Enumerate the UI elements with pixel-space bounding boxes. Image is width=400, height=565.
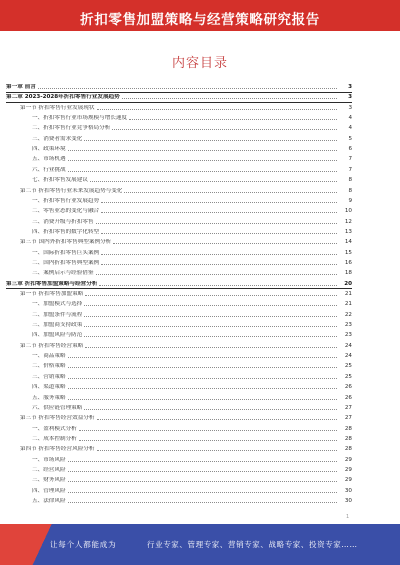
toc-entry-item[interactable]: [32, 312, 352, 319]
toc-heading: 内容目录: [171, 56, 228, 71]
toc-entry-item[interactable]: [32, 125, 352, 132]
toc-entry-page: 8: [348, 187, 352, 194]
footer-bar: [0, 524, 400, 565]
toc-dot-leader: [84, 325, 337, 327]
toc-entry-title: 一、折扣零售行业发展趋势: [32, 197, 100, 204]
toc-entry-page: 4: [348, 115, 352, 122]
toc-entry-section[interactable]: [20, 446, 352, 453]
toc-entry-item[interactable]: [32, 167, 352, 174]
toc-entry-title: 六、行业挑战: [32, 166, 66, 173]
toc-entry-title: 一、市场风险: [32, 456, 66, 463]
toc-entry-page: 20: [344, 280, 352, 287]
toc-entry-title: 三、案例启示与经验借鉴: [32, 270, 94, 277]
toc-dot-leader: [129, 118, 337, 120]
toc-entry-page: 7: [348, 156, 352, 163]
toc-dot-leader: [68, 170, 337, 172]
toc-entry-title: 二、折扣零售行业竞争格局分析: [32, 125, 111, 132]
toc-entry-section[interactable]: [20, 239, 352, 246]
toc-dot-leader: [97, 449, 338, 451]
toc-dot-leader: [79, 429, 337, 431]
toc-entry-title: 第一章 前言: [6, 84, 36, 90]
toc-entry-item[interactable]: [32, 488, 352, 495]
toc-entry-title: 五、服务策略: [32, 394, 66, 401]
toc-entry-page: 30: [344, 487, 352, 494]
toc-entry-title: 一、加盟模式与选择: [32, 301, 83, 308]
toc-entry-title: 四、渠道策略: [32, 384, 66, 391]
toc-entry-page: 9: [348, 197, 352, 204]
toc-entry-page: 13: [344, 228, 352, 235]
toc-entry-page: 10: [344, 208, 352, 215]
toc-entry-section[interactable]: [20, 188, 352, 195]
toc-entry-title: 四、折扣零售的数字化转型: [32, 228, 100, 235]
toc-entry-title: 四、管理风险: [32, 487, 66, 494]
toc-dot-leader: [68, 501, 337, 503]
toc-dot-leader: [85, 294, 337, 296]
toc-entry-title: 三、加盟商支持政策: [32, 322, 83, 329]
toc-entry-section[interactable]: [20, 343, 352, 350]
toc-entry-page: 24: [344, 342, 352, 349]
toc-entry-item[interactable]: [32, 177, 352, 184]
toc-dot-leader: [90, 180, 337, 182]
toc-entry-page: 29: [344, 456, 352, 463]
toc-entry-item[interactable]: [32, 229, 352, 236]
toc-entry-item[interactable]: [32, 260, 352, 267]
toc-entry-page: 16: [344, 259, 352, 266]
toc-entry-page: 28: [344, 425, 352, 432]
toc-list: [0, 84, 400, 510]
toc-dot-leader: [68, 491, 337, 493]
toc-entry-title: 七、折扣零售发展建议: [32, 177, 88, 184]
toc-dot-leader: [68, 470, 337, 472]
toc-entry-title: 四、政策环境: [32, 146, 66, 153]
toc-entry-chapter[interactable]: [6, 94, 352, 101]
toc-entry-title: 三、消费升级与折扣零售: [32, 218, 94, 225]
toc-entry-title: 二、国内折扣零售典型案例: [32, 259, 100, 266]
toc-dot-leader: [113, 242, 337, 244]
toc-entry-page: 21: [344, 301, 352, 308]
toc-entry-page: 26: [344, 394, 352, 401]
toc-entry-title: 第一节 折扣零售加盟策略: [20, 291, 84, 297]
toc-entry-chapter[interactable]: [6, 84, 352, 91]
toc-entry-title: 五、市场机遇: [32, 156, 66, 163]
toc-entry-page: 4: [348, 125, 352, 132]
toc-entry-page: 7: [348, 166, 352, 173]
footer-slogan-right: 行业专家、管理专家、营销专家、战略专家、投资专家……: [147, 540, 358, 549]
toc-entry-item[interactable]: [32, 332, 352, 339]
toc-entry-page: 29: [344, 466, 352, 473]
toc-entry-title: 第二节 折扣零售行业未来发展趋势与变化: [20, 187, 123, 194]
toc-entry-title: 第三节 国内外折扣零售典型案例分析: [20, 239, 112, 246]
toc-dot-leader: [122, 97, 337, 99]
toc-entry-title: 第二章 2023-2028年折扣零售行业发展趋势: [6, 94, 120, 101]
toc-entry-title: 三、营销策略: [32, 373, 66, 380]
toc-entry-page: 23: [344, 322, 352, 329]
toc-entry-title: 二、加盟条件与流程: [32, 311, 83, 318]
toc-dot-leader: [101, 263, 337, 265]
toc-entry-page: 22: [344, 311, 352, 318]
toc-entry-title: 三、财务风险: [32, 477, 66, 484]
toc-dot-leader: [68, 387, 337, 389]
toc-dot-leader: [68, 398, 337, 400]
toc-entry-title: 一、商品策略: [32, 353, 66, 360]
toc-entry-item[interactable]: [32, 219, 352, 226]
toc-entry-title: 二、零售业态的变化与融合: [32, 208, 100, 215]
toc-entry-item[interactable]: [32, 156, 352, 163]
toc-entry-item[interactable]: [32, 384, 352, 391]
toc-dot-leader: [84, 139, 337, 141]
toc-dot-leader: [124, 191, 337, 193]
toc-entry-page: 15: [344, 249, 352, 256]
toc-entry-page: 29: [344, 477, 352, 484]
toc-entry-page: 3: [348, 104, 352, 111]
toc-entry-item[interactable]: [32, 426, 352, 433]
toc-entry-title: 一、折扣零售行业市场规模与增长速度: [32, 115, 128, 122]
toc-entry-page: 18: [344, 270, 352, 277]
toc-entry-item[interactable]: [32, 208, 352, 215]
page-number: 1: [346, 514, 350, 520]
toc-dot-leader: [68, 159, 337, 161]
toc-entry-item[interactable]: [32, 498, 352, 505]
toc-dot-leader: [68, 149, 337, 151]
toc-entry-section[interactable]: [20, 105, 352, 112]
toc-entry-title: 二、价格策略: [32, 363, 66, 370]
toc-entry-title: 二、经营风险: [32, 466, 66, 473]
toc-entry-item[interactable]: [32, 436, 352, 443]
toc-entry-section[interactable]: [20, 415, 352, 422]
toc-dot-leader: [101, 232, 337, 234]
toc-dot-leader: [84, 335, 337, 337]
toc-entry-title: 第二节 折扣零售经营策略: [20, 342, 84, 349]
chapter-rule: [6, 92, 352, 93]
toc-dot-leader: [38, 87, 337, 89]
toc-entry-item[interactable]: [32, 395, 352, 402]
toc-entry-page: 21: [344, 291, 352, 297]
toc-entry-page: 30: [344, 498, 352, 504]
toc-entry-title: 一、盈利模式分析: [32, 425, 77, 432]
toc-entry-title: 第三节 折扣零售经营效益分析: [20, 415, 95, 422]
toc-dot-leader: [68, 377, 337, 379]
toc-dot-leader: [84, 408, 337, 410]
toc-entry-page: 3: [348, 84, 352, 90]
toc-entry-item[interactable]: [32, 467, 352, 474]
toc-entry-title: 第三章 折扣零售加盟策略与经营分析: [6, 280, 98, 287]
toc-entry-title: 二、成本控制分析: [32, 435, 77, 442]
toc-entry-item[interactable]: [32, 363, 352, 370]
toc-entry-item[interactable]: [32, 353, 352, 360]
toc-dot-leader: [85, 346, 337, 348]
toc-entry-item[interactable]: [32, 115, 352, 122]
toc-dot-leader: [68, 460, 337, 462]
toc-entry-page: 25: [344, 373, 352, 380]
toc-entry-page: 25: [344, 363, 352, 370]
toc-entry-item[interactable]: [32, 405, 352, 412]
toc-entry-page: 12: [344, 218, 352, 225]
toc-dot-leader: [101, 211, 337, 213]
toc-entry-page: 28: [344, 435, 352, 442]
toc-entry-page: 3: [348, 94, 352, 101]
toc-entry-section[interactable]: [20, 291, 352, 298]
toc-dot-leader: [84, 304, 337, 306]
toc-entry-page: 6: [348, 146, 352, 153]
toc-dot-leader: [84, 315, 337, 317]
toc-entry-item[interactable]: [32, 270, 352, 277]
toc-entry-item[interactable]: [32, 198, 352, 205]
toc-entry-page: 27: [344, 404, 352, 411]
header-bar: [0, 0, 400, 31]
toc-dot-leader: [68, 356, 337, 358]
toc-entry-title: 第一节 折扣零售行业发展现状: [20, 104, 95, 111]
toc-entry-page: 5: [348, 135, 352, 142]
toc-entry-title: 六、供应链管理策略: [32, 404, 83, 411]
toc-dot-leader: [99, 284, 337, 286]
toc-dot-leader: [97, 418, 338, 420]
toc-dot-leader: [68, 480, 337, 482]
toc-entry-page: 23: [344, 332, 352, 339]
toc-entry-page: 24: [344, 353, 352, 360]
toc-dot-leader: [96, 222, 337, 224]
toc-entry-item[interactable]: [32, 146, 352, 153]
toc-entry-item[interactable]: [32, 250, 352, 257]
chapter-rule: [6, 102, 352, 103]
toc-entry-title: 五、法律风险: [32, 498, 66, 504]
toc-entry-title: 第四节 折扣零售经营风险分析: [20, 446, 95, 453]
toc-entry-page: 8: [348, 177, 352, 184]
toc-entry-item[interactable]: [32, 457, 352, 464]
toc-dot-leader: [68, 366, 337, 368]
toc-entry-page: 28: [344, 446, 352, 453]
report-title: 折扣零售加盟策略与经营策略研究报告: [80, 12, 320, 28]
toc-dot-leader: [101, 253, 337, 255]
toc-entry-item[interactable]: [32, 136, 352, 143]
toc-dot-leader: [97, 108, 338, 110]
toc-dot-leader: [96, 273, 337, 275]
toc-entry-page: 14: [344, 239, 352, 246]
toc-dot-leader: [101, 201, 337, 203]
toc-entry-item[interactable]: [32, 322, 352, 329]
chapter-rule: [6, 288, 352, 289]
toc-entry-title: 四、加盟风险与防范: [32, 332, 83, 339]
footer-slogan-left: 让每个人都能成为: [50, 540, 117, 549]
toc-entry-item[interactable]: [32, 374, 352, 381]
toc-entry-title: 三、消费者需求变化: [32, 135, 83, 142]
toc-entry-page: 27: [344, 415, 352, 422]
toc-entry-page: 26: [344, 384, 352, 391]
toc-dot-leader: [79, 439, 337, 441]
toc-entry-item[interactable]: [32, 477, 352, 484]
toc-entry-item[interactable]: [32, 301, 352, 308]
toc-entry-title: 一、国际折扣零售巨头案例: [32, 249, 100, 256]
toc-entry-chapter[interactable]: [6, 281, 352, 288]
toc-dot-leader: [112, 128, 337, 130]
